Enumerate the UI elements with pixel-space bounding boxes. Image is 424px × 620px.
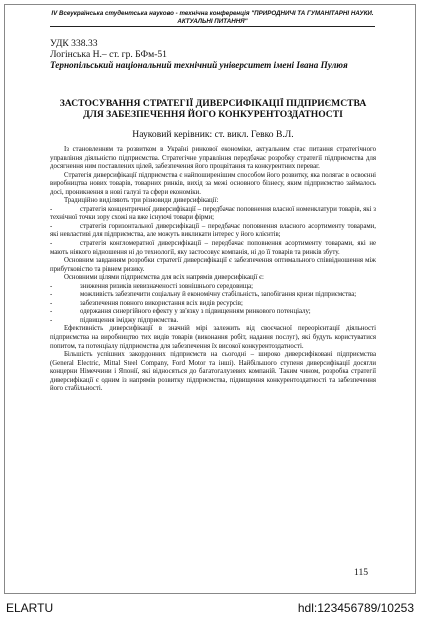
body-paragraph: Основним завданням розробки стратегії диверсифікації є забезпечення оптимального співвідношення між прибутковістю та рівнем ризику. (50, 257, 376, 273)
conference-header-line2: АКТУАЛЬНІ ПИТАННЯ" (177, 17, 248, 25)
footer-repository-label: ELARTU (6, 601, 54, 615)
title-line1: ЗАСТОСУВАННЯ СТРАТЕГІЇ ДИВЕРСИФІКАЦІЇ ПІДПРИЄМСТВА (59, 98, 367, 109)
author-line: Логінська Н.– ст. гр. БФм-51 (50, 49, 167, 60)
article-title (50, 98, 376, 120)
conference-header-line1: IV Всеукраїнська студентська науково - технічна конференція "ПРИРОДНИЧІ ТА ГУМАНІТАРНІ НАУКИ. (51, 10, 374, 17)
body-paragraph: Більшість успішних закордонних підприємств на сьогодні – широко диверсифіковані підприємства (General Electric, Mittal Steel Company, Ford Motor та інші). Найбільшого ступеня диверсифікації досягли концерни Німеччини і Японії, які відносяться до багатогалузевих компаній. Таким чином, розробка стратегії диверсифікації є одним із напрямів розвитку підприємства, підвищення конкурентоздатності та забезпечення його стабільності. (50, 351, 376, 393)
supervisor-line: Науковий керівник: ст. викл. Гевко В.Л. (132, 129, 294, 140)
udc-code: УДК 338.33 (50, 38, 98, 49)
list-item: - одержання синергійного ефекту у зв'язку з підвищенням ринкового потенціалу; (50, 308, 311, 316)
body-paragraph: Ефективність диверсифікації в значній мірі залежить від своєчасної переорієнтації діяльності підприємства на виробництво тих видів товарів (виконання робіт, надання послуг), які будуть користуватися попитом, та потенціалу підприємства для забезпечення їх високої конкурентоздатності. (50, 325, 376, 350)
list-item: - зниження ризиків невизначеності зовнішнього середовища; (50, 282, 254, 290)
article-meta (50, 38, 380, 71)
footer-bar (0, 598, 424, 620)
university-line: Тернопільський національний технічний університет імені Івана Пулюя (50, 60, 348, 70)
body-paragraph: Традиційно виділяють три різновиди диверсифікації: (64, 197, 219, 205)
title-line2: ДЛЯ ЗАБЕЗПЕЧЕННЯ ЙОГО КОНКУРЕНТОЗДАТНОСТІ (83, 109, 343, 120)
body-paragraph: Із становленням та розвитком в Україні ринкової економіки, актуальним стає питання стратегічного управління діяльністю підприємства. Стратегічне управління передбачає розробку стратегії підприємства для досягнення ним поставлених цілей, забезпечення його процвітання та конкурентних переваг. (50, 146, 376, 171)
article-body (50, 146, 376, 394)
footer-handle: hdl:123456789/10253 (297, 601, 414, 615)
body-paragraph: Основними цілями підприємства для всіх напрямів диверсифікації є: (64, 274, 264, 282)
list-item: - забезпечення повного використання всіх видів ресурсів; (50, 299, 243, 307)
list-item: - можливість забезпечити соціальну й економічну стабільність, запобігання кризи підприємства; (50, 291, 357, 299)
conference-header (50, 10, 375, 27)
list-item: - стратегія горизонтальної диверсифікації – передбачає поповнення власного асортименту товарами, які невластиві для підприємства, але можуть викликати інтерес у його клієнтів; (50, 222, 376, 239)
list-item: - стратегія конгломератної диверсифікації – передбачає поповнення асортименту товарами, які не мають ніякого відношення ні до технології, яку застосовує компанія, ні до її товарів та ринків збуту. (50, 240, 376, 256)
list-item: - підвищення іміджу підприємства. (50, 316, 179, 324)
body-paragraph: Стратегія диверсифікації підприємства є найпоширенішим способом його розвитку, яка полягає в освоєнні виробництва нових товарів, товарних ринків, вихід за межі основного бізнесу, яким підприємство займалось досі, проникнення в нові галузі та сфери економіки. (50, 171, 376, 196)
list-item: - стратегія концентричної диверсифікації – передбачає поповнення власної номенклатури товарів, які з технічної точки зору схожі на вже існуючі товари фірми; (50, 205, 376, 222)
page-number: 115 (354, 567, 369, 578)
